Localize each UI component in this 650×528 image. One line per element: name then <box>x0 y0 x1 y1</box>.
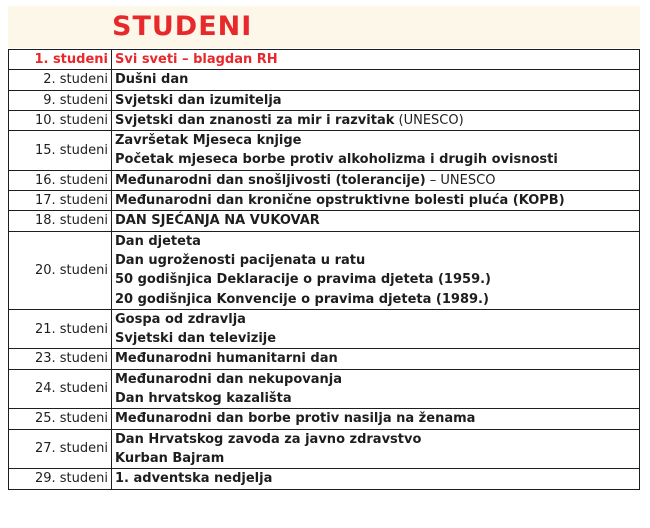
event-line <box>115 409 636 428</box>
event-cell <box>112 429 640 469</box>
event-text: Međunarodni dan nekupovanja <box>115 371 343 387</box>
event-text: Svjetski dan televizije <box>115 331 277 347</box>
event-line <box>115 349 636 368</box>
table-row <box>9 170 640 190</box>
date-cell: 9. studeni <box>9 90 112 110</box>
calendar-body <box>9 50 640 490</box>
event-line <box>115 329 636 348</box>
event-text: Svjetski dan izumitelja <box>115 92 282 108</box>
event-suffix: – UNESCO <box>425 172 496 188</box>
event-line <box>115 270 636 289</box>
page-title: STUDENI <box>112 11 253 42</box>
event-cell <box>112 409 640 429</box>
table-row <box>9 429 640 469</box>
event-cell <box>112 70 640 90</box>
date-cell: 17. studeni <box>9 191 112 211</box>
event-cell <box>112 231 640 309</box>
event-line <box>115 150 636 169</box>
table-row <box>9 90 640 110</box>
event-cell <box>112 110 640 130</box>
date-cell: 2. studeni <box>9 70 112 90</box>
title-band <box>8 6 640 48</box>
event-line <box>115 370 636 389</box>
table-row <box>9 309 640 349</box>
event-text: Završetak Mjeseca knjige <box>115 133 302 149</box>
event-line <box>115 430 636 449</box>
event-line <box>115 111 636 130</box>
table-row <box>9 409 640 429</box>
event-line <box>115 171 636 190</box>
event-line <box>115 449 636 468</box>
event-text: 1. adventska nedjelja <box>115 471 273 487</box>
table-row <box>9 131 640 171</box>
event-line <box>115 211 636 230</box>
date-cell: 25. studeni <box>9 409 112 429</box>
table-row <box>9 70 640 90</box>
table-row <box>9 110 640 130</box>
event-line <box>115 389 636 408</box>
date-cell: 20. studeni <box>9 231 112 309</box>
event-line <box>115 131 636 150</box>
date-cell: 24. studeni <box>9 369 112 409</box>
event-text: Međunarodni dan kronične opstruktivne bolesti pluća (KOPB) <box>115 193 565 209</box>
event-text: Svjetski dan znanosti za mir i razvitak <box>115 112 395 128</box>
date-cell: 27. studeni <box>9 429 112 469</box>
event-text: Kurban Bajram <box>115 450 225 466</box>
date-cell: 16. studeni <box>9 170 112 190</box>
event-line <box>115 91 636 110</box>
event-text: Dan djeteta <box>115 233 201 249</box>
date-cell: 18. studeni <box>9 211 112 231</box>
event-text: Dan ugroženosti pacijenata u ratu <box>115 252 366 268</box>
table-row <box>9 50 640 70</box>
event-text: Međunarodni humanitarni dan <box>115 351 338 367</box>
event-line <box>115 50 636 69</box>
event-text: DAN SJEĆANJA NA VUKOVAR <box>115 213 320 229</box>
event-cell <box>112 90 640 110</box>
event-text: 50 godišnjica Deklaracije o pravima djeteta (1959.) <box>115 272 491 288</box>
event-text: Dan Hrvatskog zavoda za javno zdravstvo <box>115 431 422 447</box>
date-cell: 23. studeni <box>9 349 112 369</box>
event-text: Svi sveti – blagdan RH <box>115 52 278 67</box>
table-row <box>9 469 640 489</box>
event-cell <box>112 50 640 70</box>
date-cell: 10. studeni <box>9 110 112 130</box>
event-line <box>115 469 636 488</box>
date-cell: 29. studeni <box>9 469 112 489</box>
event-cell <box>112 309 640 349</box>
event-text: 20 godišnjica Konvencije o pravima djeteta (1989.) <box>115 291 489 307</box>
date-cell: 21. studeni <box>9 309 112 349</box>
event-line <box>115 290 636 309</box>
event-line <box>115 70 636 89</box>
event-line <box>115 251 636 270</box>
event-line <box>115 191 636 210</box>
event-text: Gospa od zdravlja <box>115 311 246 327</box>
table-row <box>9 211 640 231</box>
date-cell: 1. studeni <box>9 50 112 70</box>
event-cell <box>112 131 640 171</box>
event-cell <box>112 191 640 211</box>
event-cell <box>112 349 640 369</box>
table-row <box>9 231 640 309</box>
event-line <box>115 310 636 329</box>
event-suffix: (UNESCO) <box>394 112 464 128</box>
table-row <box>9 349 640 369</box>
event-line <box>115 232 636 251</box>
date-cell: 15. studeni <box>9 131 112 171</box>
event-cell <box>112 369 640 409</box>
event-text: Početak mjeseca borbe protiv alkoholizma i drugih ovisnosti <box>115 152 558 168</box>
table-row <box>9 369 640 409</box>
event-cell <box>112 469 640 489</box>
event-cell <box>112 170 640 190</box>
event-text: Dušni dan <box>115 72 189 88</box>
event-text: Međunarodni dan borbe protiv nasilja na ženama <box>115 411 476 427</box>
table-row <box>9 191 640 211</box>
calendar-table <box>8 49 640 490</box>
event-text: Međunarodni dan snošljivosti (tolerancije) <box>115 172 426 188</box>
event-cell <box>112 211 640 231</box>
event-text: Dan hrvatskog kazališta <box>115 391 292 407</box>
